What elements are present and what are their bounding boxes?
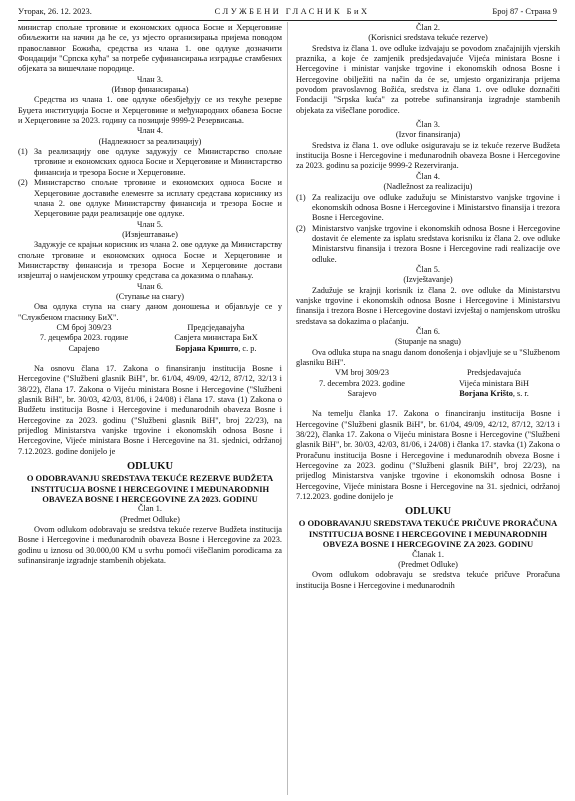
signature-right — [150, 323, 282, 354]
article-4-subtitle: (Nadležnost za realizaciju) — [383, 182, 473, 192]
article-1-title: Članak 1. — [412, 549, 444, 559]
signatory-suffix: , с. р. — [238, 343, 257, 353]
article-4-item — [296, 224, 560, 265]
signature-block — [18, 323, 282, 354]
article-4-title: Član 4. — [416, 171, 440, 181]
article-5-subtitle: (Извјештавање) — [122, 229, 178, 239]
article-4-item — [18, 178, 282, 219]
header-gazette-title: СЛУЖБЕНИ ГЛАСНИК БиХ — [214, 6, 370, 16]
item-number: (2) — [18, 178, 28, 188]
article-6-text: Ова одлука ступа на снагу даном доношења и објављује се у "Службеном гласнику БиХ". — [18, 302, 282, 322]
intro-paragraph: министар спољне трговине и економских односа Босне и Херцеговине обиљежити на начин да ће се, уз мјесто организирања пријема поводом православног Божића, средства из члана 1. ове одлуке дозначити Фондацији "Српска кућа" за потребе суфинансирања изградње стамбених објеката за вишечлане породице. — [18, 23, 282, 74]
article-5-title: Član 5. — [416, 264, 440, 274]
signatory-name: Борјана Кришто — [175, 343, 239, 353]
document-date: 7. децембра 2023. године — [39, 333, 129, 343]
decision-title: ODLUKU — [126, 461, 174, 473]
document-number: VM broj 309/23 — [335, 368, 389, 378]
article-2-text: Sredstva iz člana 1. ove odluke izdvajaju se povodom značajnijih vjerskih praznika, a koje će zamjenik predsjedavajuće Vijeća ministara Bosne i Hercegovine i ministar vanjske trgovine i ekonomskih odnosa Bosne i Hercegovine obilježiti na način da će se, umjesto organiziranja prijema povodom pravoslavnog Božića, sredstva iz člana 1. ove odluke doznačiti Fondaciji "Srpska kuća" za potrebe sufinansiranja izgradnje stambenih objekata za višečlane porodice. — [296, 43, 560, 115]
article-1-subtitle: (Predmet Odluke) — [398, 560, 458, 570]
signatory-body: Vijeća ministara BiH — [458, 378, 529, 388]
article-6-title: Član 6. — [416, 326, 440, 336]
article-3-subtitle: (Извор финансирања) — [111, 85, 189, 95]
article-6-subtitle: (Stupanje na snagu) — [395, 337, 461, 347]
header-issue-page: Број 87 - Страна 9 — [492, 6, 557, 16]
signatory-role: Предсједавајућа — [187, 322, 245, 332]
item-text: Ministarstvo vanjske trgovine i ekonomskih odnosa Bosne i Hercegovine dostavit će elemente za isplatu sredstava korisniku iz člana 2. ove odluke Ministarstvu finansija i trezora Bosne i Hercegovine radi realizacije ove odluke. — [312, 223, 560, 264]
article-1-subtitle: (Predmet Odluke) — [120, 514, 180, 524]
article-2-subtitle: (Korisnici sredstava tekuće rezerve) — [368, 33, 488, 43]
article-5-subtitle: (Izvještavanje) — [403, 275, 453, 285]
article-3-text: Sredstva iz člana 1. ove odluke osiguravaju se iz tekuće rezerve Budžeta institucija Bosne i Hercegovine i međunarodnih obaveza Bosne i Hercegovine za 2023. godinu sa pozicije 9999-2 Rezerviranja. — [296, 140, 560, 171]
item-number: (2) — [296, 223, 306, 233]
header-date: Уторак, 26. 12. 2023. — [18, 6, 92, 16]
article-4-item — [18, 147, 282, 178]
page-header — [18, 4, 557, 18]
signature-right — [428, 368, 560, 399]
article-4-title: Члан 4. — [137, 126, 163, 136]
article-2-title: Član 2. — [416, 23, 440, 32]
preamble-paragraph: Na temelju članka 17. Zakona o financiranju institucija Bosne i Hercegovine ("Službeni glasnik BiH", br. 61/04, 49/09, 42/12, 87/12, 32/13 i 38/22), članka 17. Zakona o Vijeću ministara Bosne i Hercegovine ("Službeni glasnik BiH", br. 30/03, 42/03, 81/06, i 24/08) i članka 17. stavka (1) Zakona o Proračunu institucija Bosne i Hercegovine i međunarodnih obveza Bosne i Hercegovine za 2023. godinu ("Službeni glasnik BiH", broj 22/23), na prijedlog Ministarstva vanjske trgovine i ekonomskih odnosa Bosne i Hercegovine, Vijeće ministara Bosne i Hercegovine na 31. sjednici, održanoj 7.12.2023. godine donijelo je — [296, 409, 560, 502]
article-3-text: Средства из члана 1. ове одлуке обезбјеђују се из текуће резерве Буџета институција Босне и Херцеговине и међународних обавеза Босне и Херцеговине за 2023. годину са позиције 9999-2 Резервисања. — [18, 95, 282, 126]
article-4-item — [296, 193, 560, 224]
article-4-subtitle: (Надлежност за реализацију) — [98, 136, 202, 146]
signature-left — [18, 323, 150, 354]
right-column — [296, 23, 560, 591]
article-6-text: Ova odluka stupa na snagu danom donošenja i objavljuje se u "Službenom glasniku BiH". — [296, 347, 560, 367]
document-number: СМ број 309/23 — [56, 322, 112, 332]
decision-subtitle: O ODOBRAVANJU SREDSTAVA TEKUĆE REZERVE BUDŽETA INSTITUCIJA BOSNE I HERCEGOVINE I MEĐUNARODNIH OBAVEZA BOSNE I HERCEGOVINE ZA 2023. GODINU — [26, 473, 274, 504]
decision-subtitle: O ODOBRAVANJU SREDSTAVA TEKUĆE PRIČUVE PRORAČUNA INSTITUCIJA BOSNE I HERCEGOVINE I MEĐUNARODNIH OBVEZA BOSNE I HERCEGOVINE ZA 2023. GODINU — [298, 518, 558, 550]
item-text: Министарство спољне трговине и економских односа Босне и Херцеговине доставиће елементе за исплату средстава кориснику из члана 2. ове одлуке Министарству финансија и трезора Босне и Херцеговине ради реализације ове одлуке. — [34, 178, 282, 219]
item-text: За реализацију ове одлуке задужују се Министарство спољне трговине и економских односа Босне и Херцеговине и Министарство финансија и трезора Босне и Херцеговине. — [34, 147, 282, 177]
left-column — [18, 23, 282, 566]
document-date: 7. decembra 2023. godine — [319, 378, 405, 388]
article-6-subtitle: (Ступање на снагу) — [115, 291, 185, 301]
article-5-title: Члан 5. — [137, 219, 163, 229]
item-number: (1) — [18, 147, 28, 157]
article-3-title: Члан 3. — [137, 74, 163, 84]
article-6-title: Члан 6. — [137, 281, 163, 291]
article-1-text: Ovom odlukom odobravaju se sredstva tekuće pričuve Proračuna institucija Bosne i Hercegovine i međunarodnih — [296, 570, 560, 590]
article-5-text: Задужује се крајњи корисник из члана 2. ове одлуке да Министарству спољне трговине и економских односа Босне и Херцеговине и Министарству финансија и трезора Босне и Херцеговине достави извјештај о намјенском утрошку средстава са доказима о плаћању. — [18, 240, 282, 281]
column-separator — [287, 22, 288, 795]
signature-block — [296, 368, 560, 399]
item-number: (1) — [296, 192, 306, 202]
article-3-title: Član 3. — [416, 120, 440, 130]
document-place: Сарајево — [68, 343, 100, 353]
decision-title: ODLUKU — [404, 506, 452, 518]
signatory-name: Borjana Krišto — [459, 389, 513, 399]
header-rule — [18, 20, 557, 21]
article-1-title: Član 1. — [138, 504, 162, 514]
article-1-text: Ovom odlukom odobravaju se sredstva tekuće rezerve Budžeta institucija Bosne i Hercegovine i međunarodnih obaveza Bosne i Hercegovine za 2023. godinu u iznosu od 30.000,00 KM u svrhu pomoći višečlanim porodicama za sufinansiranje izgradnje stambenih objekata. — [18, 525, 282, 566]
preamble-paragraph: Na osnovu člana 17. Zakona o finansiranju institucija Bosne i Hercegovine ("Službeni glasnik BiH", br. 61/04, 49/09, 42/12, 87/12, 32/13 i 38/22), člana 17. Zakona o Vijeću ministara Bosne i Hercegovine ("Službeni glasnik BiH", br. 30/03, 42/03, 81/06, i 24/08) i člana 17. stava (1) Zakona o Budžetu institucija Bosne i Hercegovine i međunarodnih obaveza Bosne i Hercegovine za 2023. godinu ("Službeni glasnik BiH", broj 22/23), na prijedlog Ministarstva vanjske trgovine i ekonomskih odnosa Bosne i Hercegovine, Vijeće ministara Bosne i Hercegovine na 31. sjednici, održanoj 7.12.2023. godine donijelo je — [18, 364, 282, 456]
item-text: Za realizaciju ove odluke zadužuju se Ministarstvo vanjske trgovine i ekonomskih odnosa Bosne i Hercegovine i Ministarstvo finansija i trezora Bosne i Hercegovine. — [312, 192, 560, 223]
signature-left — [296, 368, 428, 399]
document-place: Sarajevo — [347, 389, 377, 399]
article-5-text: Zadužuje se krajnji korisnik iz člana 2. ove odluke da Ministarstvu vanjske trgovine i ekonomskih odnosa Bosne i Hercegovine i Ministarstvu finansija i trezora Bosne i Hercegovine dostavi izvještaj o namjenskom utrošku sredstava sa dokazima o plaćanju. — [296, 285, 560, 326]
signatory-suffix: , s. r. — [512, 389, 529, 399]
article-3-subtitle: (Izvor finansiranja) — [395, 130, 461, 140]
signatory-role: Predsjedavajuća — [467, 368, 521, 378]
signatory-body: Савјета министара БиХ — [174, 333, 258, 343]
